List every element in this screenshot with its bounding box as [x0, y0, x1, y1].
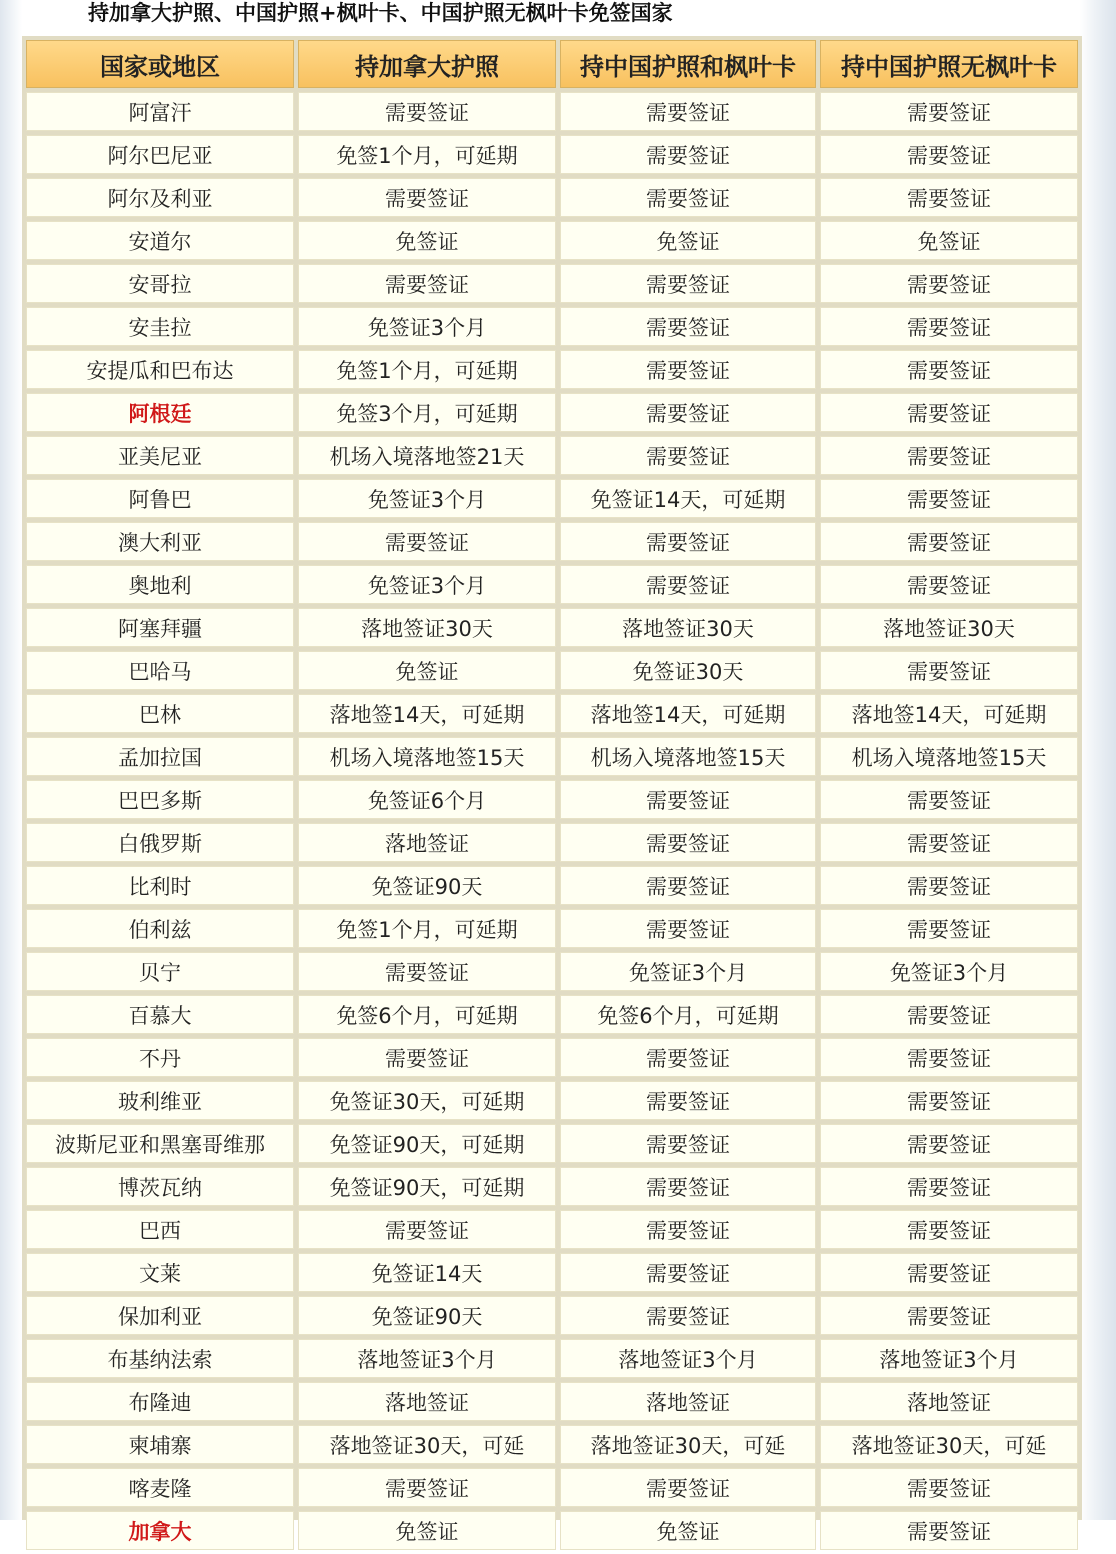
- canada-passport-cell: 需要签证: [298, 1210, 556, 1249]
- canada-passport-cell: 免签证90天: [298, 1296, 556, 1335]
- china-no-pr-card-cell: 需要签证: [820, 393, 1078, 432]
- table-row: [26, 1038, 1078, 1077]
- country-cell: 伯利兹: [26, 909, 294, 948]
- table-row: [26, 565, 1078, 604]
- china-no-pr-card-cell: 需要签证: [820, 1210, 1078, 1249]
- canada-passport-cell: 免签证90天，可延期: [298, 1167, 556, 1206]
- table-row: [26, 178, 1078, 217]
- country-cell: 阿尔及利亚: [26, 178, 294, 217]
- country-cell: 巴巴多斯: [26, 780, 294, 819]
- country-cell: 波斯尼亚和黑塞哥维那: [26, 1124, 294, 1163]
- table-body: [26, 92, 1078, 1550]
- table-row: [26, 92, 1078, 131]
- china-no-pr-card-cell: 落地签证3个月: [820, 1339, 1078, 1378]
- table-row: [26, 479, 1078, 518]
- china-no-pr-card-cell: 落地签证30天，可延: [820, 1425, 1078, 1464]
- canada-passport-cell: 落地签证3个月: [298, 1339, 556, 1378]
- china-no-pr-card-cell: 需要签证: [820, 823, 1078, 862]
- canada-passport-cell: 机场入境落地签15天: [298, 737, 556, 776]
- country-cell: 阿塞拜疆: [26, 608, 294, 647]
- table-row: [26, 1210, 1078, 1249]
- china-pr-card-cell: 落地签证3个月: [560, 1339, 816, 1378]
- canada-passport-cell: 免签证3个月: [298, 565, 556, 604]
- china-no-pr-card-cell: 需要签证: [820, 92, 1078, 131]
- country-cell: 布隆迪: [26, 1382, 294, 1421]
- header-canada-passport: 持加拿大护照: [298, 40, 556, 88]
- table-row: [26, 651, 1078, 690]
- china-pr-card-cell: 免签证30天: [560, 651, 816, 690]
- table-row: [26, 1339, 1078, 1378]
- canada-passport-cell: 免签证3个月: [298, 307, 556, 346]
- table-row: [26, 1253, 1078, 1292]
- china-no-pr-card-cell: 需要签证: [820, 350, 1078, 389]
- canada-passport-cell: 免签证6个月: [298, 780, 556, 819]
- table-row: [26, 135, 1078, 174]
- china-pr-card-cell: 需要签证: [560, 393, 816, 432]
- table-row: [26, 737, 1078, 776]
- china-pr-card-cell: 免签证3个月: [560, 952, 816, 991]
- china-pr-card-cell: 需要签证: [560, 522, 816, 561]
- table-row: [26, 522, 1078, 561]
- china-pr-card-cell: 免签证: [560, 1511, 816, 1550]
- china-pr-card-cell: 需要签证: [560, 1167, 816, 1206]
- country-cell: 布基纳法索: [26, 1339, 294, 1378]
- china-pr-card-cell: 免签6个月，可延期: [560, 995, 816, 1034]
- china-pr-card-cell: 落地签14天，可延期: [560, 694, 816, 733]
- china-pr-card-cell: 需要签证: [560, 909, 816, 948]
- canada-passport-cell: 落地签证: [298, 823, 556, 862]
- country-cell: 安哥拉: [26, 264, 294, 303]
- canada-passport-cell: 落地签证30天: [298, 608, 556, 647]
- country-cell: 澳大利亚: [26, 522, 294, 561]
- table-row: [26, 1425, 1078, 1464]
- country-cell: 喀麦隆: [26, 1468, 294, 1507]
- china-pr-card-cell: 需要签证: [560, 350, 816, 389]
- canada-passport-cell: 免签证30天，可延期: [298, 1081, 556, 1120]
- canada-passport-cell: 需要签证: [298, 952, 556, 991]
- country-cell: 保加利亚: [26, 1296, 294, 1335]
- table-row: [26, 264, 1078, 303]
- china-no-pr-card-cell: 需要签证: [820, 1124, 1078, 1163]
- canada-passport-cell: 免签证90天: [298, 866, 556, 905]
- canada-passport-cell: 机场入境落地签21天: [298, 436, 556, 475]
- canada-passport-cell: 免签6个月，可延期: [298, 995, 556, 1034]
- china-no-pr-card-cell: 需要签证: [820, 651, 1078, 690]
- china-no-pr-card-cell: 需要签证: [820, 1167, 1078, 1206]
- china-no-pr-card-cell: 免签证: [820, 221, 1078, 260]
- china-no-pr-card-cell: 需要签证: [820, 1253, 1078, 1292]
- china-pr-card-cell: 机场入境落地签15天: [560, 737, 816, 776]
- china-pr-card-cell: 需要签证: [560, 1210, 816, 1249]
- country-cell: 阿富汗: [26, 92, 294, 131]
- country-cell: 安道尔: [26, 221, 294, 260]
- china-no-pr-card-cell: 需要签证: [820, 995, 1078, 1034]
- country-cell: 白俄罗斯: [26, 823, 294, 862]
- country-cell: 亚美尼亚: [26, 436, 294, 475]
- canada-passport-cell: 落地签证30天，可延: [298, 1425, 556, 1464]
- table-row: [26, 952, 1078, 991]
- china-no-pr-card-cell: 需要签证: [820, 780, 1078, 819]
- header-china-passport-pr-card: 持中国护照和枫叶卡: [560, 40, 816, 88]
- china-pr-card-cell: 需要签证: [560, 1253, 816, 1292]
- country-cell: 贝宁: [26, 952, 294, 991]
- table-row: [26, 221, 1078, 260]
- country-cell: 巴西: [26, 1210, 294, 1249]
- canada-passport-cell: 需要签证: [298, 1468, 556, 1507]
- china-no-pr-card-cell: 需要签证: [820, 565, 1078, 604]
- canada-passport-cell: 需要签证: [298, 522, 556, 561]
- china-no-pr-card-cell: 需要签证: [820, 866, 1078, 905]
- china-no-pr-card-cell: 机场入境落地签15天: [820, 737, 1078, 776]
- country-cell: 不丹: [26, 1038, 294, 1077]
- table-row: [26, 307, 1078, 346]
- country-cell: 阿尔巴尼亚: [26, 135, 294, 174]
- china-no-pr-card-cell: 需要签证: [820, 479, 1078, 518]
- china-pr-card-cell: 需要签证: [560, 1468, 816, 1507]
- country-cell: 孟加拉国: [26, 737, 294, 776]
- header-row: [26, 40, 1078, 88]
- country-cell: 阿根廷: [26, 393, 294, 432]
- table-header: [26, 40, 1078, 88]
- china-no-pr-card-cell: 需要签证: [820, 1296, 1078, 1335]
- china-no-pr-card-cell: 需要签证: [820, 1511, 1078, 1550]
- table-row: [26, 350, 1078, 389]
- table-row: [26, 1124, 1078, 1163]
- country-cell: 巴哈马: [26, 651, 294, 690]
- canada-passport-cell: 免签1个月，可延期: [298, 350, 556, 389]
- china-pr-card-cell: 免签证14天，可延期: [560, 479, 816, 518]
- china-no-pr-card-cell: 需要签证: [820, 522, 1078, 561]
- canada-passport-cell: 需要签证: [298, 178, 556, 217]
- country-cell: 阿鲁巴: [26, 479, 294, 518]
- china-no-pr-card-cell: 落地签证: [820, 1382, 1078, 1421]
- table-row: [26, 1167, 1078, 1206]
- china-no-pr-card-cell: 需要签证: [820, 436, 1078, 475]
- china-pr-card-cell: 落地签证: [560, 1382, 816, 1421]
- china-no-pr-card-cell: 落地签证30天: [820, 608, 1078, 647]
- country-cell: 安提瓜和巴布达: [26, 350, 294, 389]
- table-row: [26, 823, 1078, 862]
- china-no-pr-card-cell: 需要签证: [820, 135, 1078, 174]
- china-pr-card-cell: 需要签证: [560, 92, 816, 131]
- table-row: [26, 1511, 1078, 1550]
- table-row: [26, 995, 1078, 1034]
- canada-passport-cell: 免签证14天: [298, 1253, 556, 1292]
- country-cell: 柬埔寨: [26, 1425, 294, 1464]
- canada-passport-cell: 需要签证: [298, 264, 556, 303]
- country-cell: 博茨瓦纳: [26, 1167, 294, 1206]
- china-pr-card-cell: 需要签证: [560, 264, 816, 303]
- canada-passport-cell: 免签1个月，可延期: [298, 909, 556, 948]
- china-pr-card-cell: 需要签证: [560, 1038, 816, 1077]
- table-row: [26, 436, 1078, 475]
- china-pr-card-cell: 需要签证: [560, 823, 816, 862]
- visa-table: [22, 36, 1082, 1554]
- china-pr-card-cell: 需要签证: [560, 1081, 816, 1120]
- china-pr-card-cell: 需要签证: [560, 178, 816, 217]
- china-pr-card-cell: 免签证: [560, 221, 816, 260]
- table-row: [26, 1382, 1078, 1421]
- canada-passport-cell: 免签证: [298, 651, 556, 690]
- china-no-pr-card-cell: 免签证3个月: [820, 952, 1078, 991]
- table-row: [26, 393, 1078, 432]
- table-row: [26, 608, 1078, 647]
- table-row: [26, 1296, 1078, 1335]
- header-china-passport-no-pr-card: 持中国护照无枫叶卡: [820, 40, 1078, 88]
- canada-passport-cell: 免签3个月，可延期: [298, 393, 556, 432]
- canada-passport-cell: 需要签证: [298, 92, 556, 131]
- canada-passport-cell: 免签证3个月: [298, 479, 556, 518]
- canada-passport-cell: 免签证: [298, 221, 556, 260]
- table-row: [26, 780, 1078, 819]
- china-pr-card-cell: 落地签证30天: [560, 608, 816, 647]
- china-pr-card-cell: 落地签证30天，可延: [560, 1425, 816, 1464]
- china-pr-card-cell: 需要签证: [560, 436, 816, 475]
- header-country: 国家或地区: [26, 40, 294, 88]
- country-cell: 文莱: [26, 1253, 294, 1292]
- table-row: [26, 909, 1078, 948]
- china-pr-card-cell: 需要签证: [560, 780, 816, 819]
- china-no-pr-card-cell: 落地签14天，可延期: [820, 694, 1078, 733]
- country-cell: 奥地利: [26, 565, 294, 604]
- canada-passport-cell: 落地签14天，可延期: [298, 694, 556, 733]
- page-title: 持加拿大护照、中国护照+枫叶卡、中国护照无枫叶卡免签国家: [88, 1, 673, 25]
- country-cell: 加拿大: [26, 1511, 294, 1550]
- china-pr-card-cell: 需要签证: [560, 135, 816, 174]
- china-no-pr-card-cell: 需要签证: [820, 178, 1078, 217]
- china-pr-card-cell: 需要签证: [560, 307, 816, 346]
- china-no-pr-card-cell: 需要签证: [820, 1468, 1078, 1507]
- china-no-pr-card-cell: 需要签证: [820, 1038, 1078, 1077]
- canada-passport-cell: 落地签证: [298, 1382, 556, 1421]
- china-pr-card-cell: 需要签证: [560, 1296, 816, 1335]
- table-row: [26, 1081, 1078, 1120]
- canada-passport-cell: 需要签证: [298, 1038, 556, 1077]
- visa-table-container: [22, 36, 1082, 1544]
- china-no-pr-card-cell: 需要签证: [820, 1081, 1078, 1120]
- country-cell: 巴林: [26, 694, 294, 733]
- china-no-pr-card-cell: 需要签证: [820, 264, 1078, 303]
- china-no-pr-card-cell: 需要签证: [820, 307, 1078, 346]
- canada-passport-cell: 免签1个月，可延期: [298, 135, 556, 174]
- table-row: [26, 1468, 1078, 1507]
- country-cell: 百慕大: [26, 995, 294, 1034]
- china-pr-card-cell: 需要签证: [560, 565, 816, 604]
- country-cell: 安圭拉: [26, 307, 294, 346]
- canada-passport-cell: 免签证90天，可延期: [298, 1124, 556, 1163]
- canada-passport-cell: 免签证: [298, 1511, 556, 1550]
- china-pr-card-cell: 需要签证: [560, 866, 816, 905]
- china-pr-card-cell: 需要签证: [560, 1124, 816, 1163]
- country-cell: 比利时: [26, 866, 294, 905]
- table-row: [26, 866, 1078, 905]
- table-row: [26, 694, 1078, 733]
- china-no-pr-card-cell: 需要签证: [820, 909, 1078, 948]
- country-cell: 玻利维亚: [26, 1081, 294, 1120]
